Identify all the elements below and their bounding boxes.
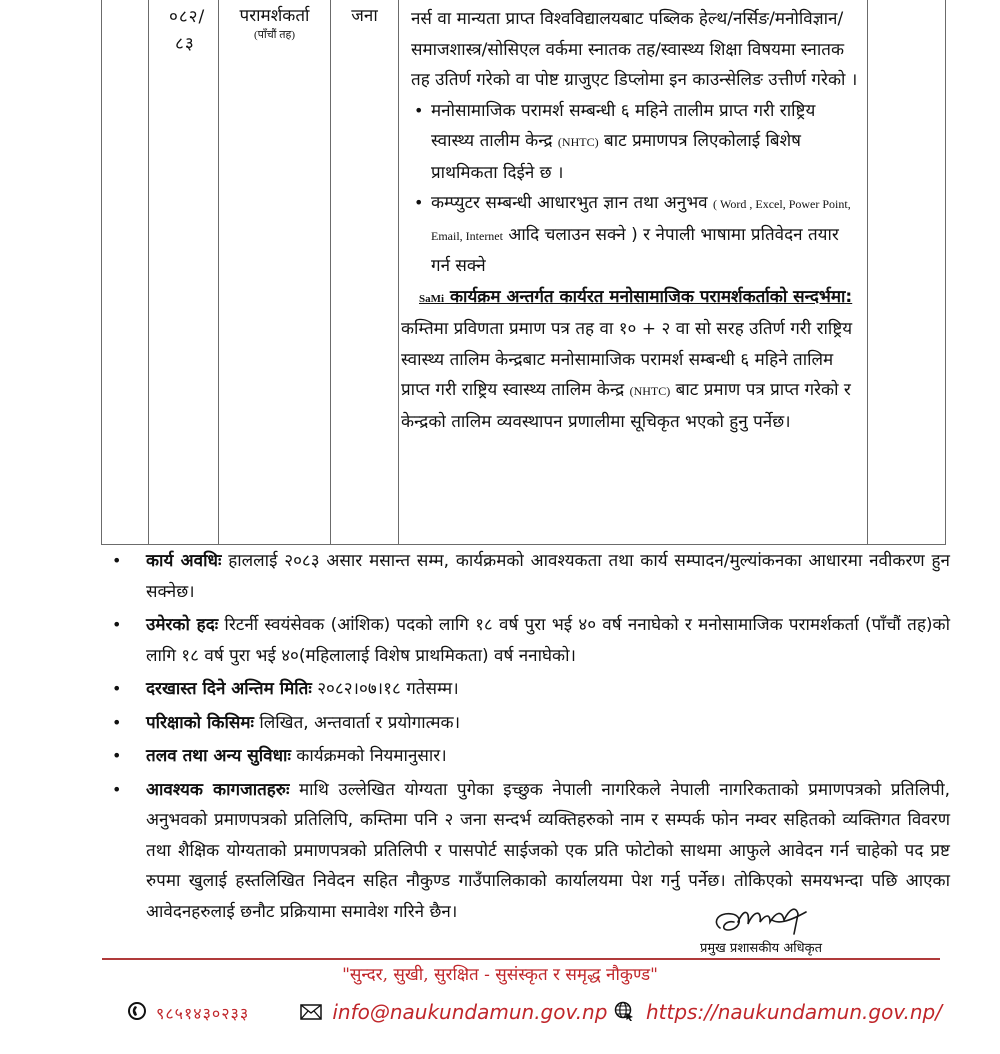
contact-email (300, 997, 634, 1029)
signatory-title: प्रमुख प्रशासकीय अधिकृत (700, 941, 823, 956)
table-cell-code (149, 0, 219, 544)
post-title: परामर्शकर्ता (239, 6, 310, 26)
envelope-icon (300, 999, 322, 1029)
unit-label: जना (351, 6, 378, 26)
bullet: • (112, 551, 122, 570)
info-item-duration (108, 546, 950, 607)
bullet: • (112, 779, 122, 799)
req-eng: (NHTC) (557, 135, 599, 149)
sami-text: कम्तिमा प्रविणता प्रमाण पत्र तह वा १० + २ वा सो सरह उतिर्ण गरी राष्ट्रिय स्वास्थ्य तालिम केन्द्रबाट मनोसामाजिक परामर्श सम्बन्धी ६ महिने तालिम प्राप्त गरी राष्ट्रिय स्वास्थ्य तालिम केन्द्र (401, 319, 853, 400)
requirement-item (411, 188, 859, 282)
signature-scribble (710, 900, 820, 940)
info-text: रिटर्नी स्वयंसेवक (आंशिक) पदको लागि १८ वर्ष पुरा भई ४० वर्ष ननाघेको र मनोसामाजिक परामर्शकर्ता (पाँचौं तह)को लागि १८ वर्ष पुरा भई ४०(महिलालाई विशेष प्राथमिकता) वर्ष ननाघेको। (146, 615, 950, 666)
info-text: कार्यक्रमको नियमानुसार। (290, 746, 447, 766)
req-text: आदि चलाउन सक्ने ) र नेपाली भाषामा प्रतिवेदन तयार गर्न सक्ने (431, 224, 839, 276)
sami-heading (419, 282, 859, 315)
signature-block (700, 900, 840, 962)
info-item-deadline (108, 674, 950, 705)
requirement-list (411, 96, 859, 282)
code-line-1: ०८२/ (169, 7, 206, 27)
contact-website (646, 997, 942, 1027)
phone-icon (128, 999, 146, 1029)
vacancy-table (101, 0, 946, 545)
sami-heading-text: कार्यक्रम अन्तर्गत कार्यरत मनोसामाजिक परामर्शकर्ताको सन्दर्भमा: (444, 286, 853, 307)
info-text: लिखित, अन्तवार्ता र प्रयोगात्मक। (253, 712, 461, 733)
req-text: बाट प्रमाणपत्र लिएकोलाई बिशेष प्राथमिकता दिईने छ । (431, 131, 802, 183)
info-label: परिक्षाको किसिमः (146, 712, 254, 733)
req-text: कम्प्युटर सम्बन्धी आधारभुत ज्ञान तथा अनुभव (431, 193, 714, 213)
post-level: (पाँचौं तह) (253, 29, 296, 41)
footer-contact (128, 997, 960, 1027)
requirement-item (411, 96, 859, 189)
info-text: हाललाई २०८३ असार मसान्त सम्म, कार्यक्रमको आवश्यकता तथा कार्य सम्पादन/मुल्यांकनका आधारमा नवीकरण हुन सक्नेछ। (146, 551, 950, 602)
info-item-age-limit (108, 610, 950, 671)
table-cell-unit (331, 0, 399, 544)
info-text: माथि उल्लेखित योग्यता पुगेका इच्छुक नेपाली नागरिकले नेपाली नागरिकताको प्रमाणपत्रको प्रतिलिपी, अनुभवको प्रमाणपत्रको प्रतिलिपि, कम्तिमा पनि २ जना सन्दर्भ व्यक्तिहरुको नाम र सम्पर्क फोन नम्वर सहितको व्यक्तिगत विवरण तथा शैक्षिक योग्यताको प्रमाणपत्रको प्रतिलिपी र पासपोर्ट साईजको एक प्रति फोटोको साथमा आफुले आवेदन गर्न चाहेको पद प्रष्ट रुपमा खुलाई हस्तलिखित निवेदन सहित नौकुण्ड गाउँपालिकाको कार्यालयमा पेश गर्नु पर्नेछ। तोकिएको समयभन्दा पछि आएका आवेदनहरुलाई छनौट प्रक्रियामा समावेश गरिने छैन। (146, 779, 951, 922)
info-label: उमेरको हदः (146, 615, 219, 635)
bullet: • (112, 712, 122, 732)
website-link[interactable]: https://naukundamun.gov.np/ (646, 1000, 942, 1024)
globe-icon (614, 999, 634, 1029)
requirement-intro: नर्स वा मान्यता प्राप्त विश्वविद्यालयबाट पब्लिक हेल्थ/नर्सिङ/मनोविज्ञान/समाजशास्त्र/सोसिएल वर्कमा स्नातक तह/स्वास्थ्य शिक्षा विषयमा स्नातक तह उतिर्ण गरेको वा पोष्ट ग्राजुएट डिप्लोमा इन काउन्सेलिङ उत्तीर्ण गरेको । (411, 9, 858, 90)
sami-label: SaMi (419, 292, 445, 305)
info-list (108, 546, 950, 930)
table-cell-remarks (868, 0, 947, 544)
phone-number: ९८५१४३०२३३ (156, 1004, 250, 1023)
sami-eng: (NHTC) (629, 384, 671, 398)
info-item-exam-type (108, 708, 950, 739)
email-link[interactable]: info@naukundamun.gov.np (332, 1000, 608, 1024)
table-cell-post (219, 0, 331, 544)
table-cell-requirements (399, 0, 868, 544)
code-line-2: ८३ (175, 34, 195, 54)
requirements (401, 4, 859, 437)
contact-phone (128, 997, 249, 1029)
req-text: मनोसामाजिक परामर्श सम्बन्धी ६ महिने तालीम प्राप्त गरी राष्ट्रिय स्वास्थ्य तालीम केन्द्र (431, 100, 816, 151)
post-name (219, 4, 330, 42)
footer-divider (102, 958, 940, 960)
sami-paragraph (401, 314, 859, 437)
footer-slogan: "सुन्दर, सुखी, सुरक्षित - सुसंस्कृत र समृद्ध नौकुण्ड" (342, 965, 658, 985)
position-code (169, 4, 205, 58)
info-item-salary (108, 741, 950, 772)
sami-text: बाट प्रमाण पत्र प्राप्त गरेको र केन्द्रको तालिम व्यवस्थापन प्रणालीमा सूचिकृत भएको हुनु पर्नेछ। (401, 380, 851, 432)
bullet: • (112, 679, 122, 698)
info-label: दरखास्त दिने अन्तिम मितिः (146, 679, 312, 699)
info-label: तलव तथा अन्य सुविधाः (146, 746, 291, 766)
table-cell-serial (102, 0, 149, 544)
bullet: • (112, 615, 122, 634)
info-text: २०८२।०७।१८ गतेसम्म। (311, 679, 459, 699)
req-eng: ( Word , Excel, Power Point, Email, Internet (431, 197, 851, 243)
info-label: कार्य अवधिः (146, 551, 222, 571)
info-label: आवश्यक कागजातहरुः (146, 779, 290, 800)
bullet: • (112, 746, 122, 765)
